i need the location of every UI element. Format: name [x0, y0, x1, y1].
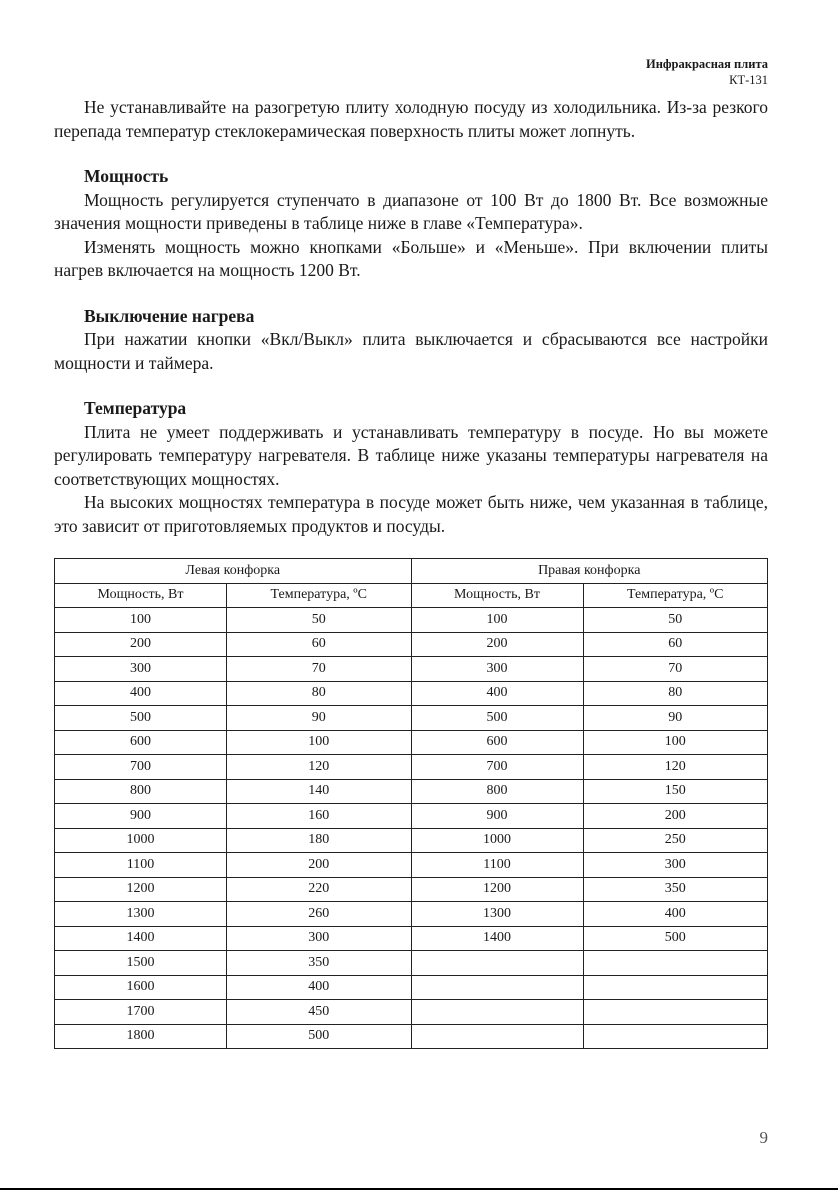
power-paragraph-2: Изменять мощность можно кнопками «Больше» и «Меньше». При включении плиты нагрев включается на мощность 1200 Вт. — [54, 236, 768, 280]
right-power-header: Мощность, Вт — [411, 583, 583, 608]
left-power-cell: 200 — [55, 632, 227, 657]
right-temp-cell: 80 — [583, 681, 768, 706]
right-temp-cell: 400 — [583, 902, 768, 927]
right-power-cell: 900 — [411, 804, 583, 829]
right-power-cell: 1000 — [411, 828, 583, 853]
right-power-cell — [411, 951, 583, 976]
right-temp-cell: 500 — [583, 926, 768, 951]
left-power-cell: 500 — [55, 706, 227, 731]
right-temp-cell: 100 — [583, 730, 768, 755]
shutdown-heading: Выключение нагрева — [84, 305, 255, 326]
right-power-cell: 500 — [411, 706, 583, 731]
right-power-cell: 700 — [411, 755, 583, 780]
left-power-cell: 1800 — [55, 1024, 227, 1049]
left-temp-cell: 400 — [227, 975, 412, 1000]
left-power-cell: 1400 — [55, 926, 227, 951]
left-temp-cell: 220 — [227, 877, 412, 902]
left-power-cell: 1000 — [55, 828, 227, 853]
left-temp-cell: 50 — [227, 608, 412, 633]
bottom-divider — [0, 1188, 838, 1190]
shutdown-paragraph: При нажатии кнопки «Вкл/Выкл» плита выключается и сбрасываются все настройки мощности и таймера. — [54, 329, 768, 373]
table-row — [55, 632, 768, 657]
table-body — [55, 608, 768, 1049]
right-temp-header: Температура, ºС — [583, 583, 768, 608]
right-power-cell: 800 — [411, 779, 583, 804]
table-row — [55, 608, 768, 633]
left-temp-cell: 120 — [227, 755, 412, 780]
table-row — [55, 951, 768, 976]
table-row — [55, 706, 768, 731]
temperature-paragraph-2: На высоких мощностях температура в посуде может быть ниже, чем указанная в таблице, это зависит от приготовляемых продуктов и посуды. — [54, 492, 768, 536]
temperature-paragraph-1: Плита не умеет поддерживать и устанавливать температуру в посуде. Но вы можете регулировать температуру нагревателя. В таблице ниже указаны температуры нагревателя на соответствующих мощностях. — [54, 421, 768, 489]
table-row — [55, 804, 768, 829]
right-temp-cell: 250 — [583, 828, 768, 853]
right-temp-cell — [583, 951, 768, 976]
table-column-header-row — [55, 583, 768, 608]
left-power-header: Мощность, Вт — [55, 583, 227, 608]
table-row — [55, 657, 768, 682]
left-temp-cell: 300 — [227, 926, 412, 951]
left-power-cell: 100 — [55, 608, 227, 633]
left-temp-cell: 100 — [227, 730, 412, 755]
left-temp-cell: 180 — [227, 828, 412, 853]
right-power-cell: 400 — [411, 681, 583, 706]
right-temp-cell: 70 — [583, 657, 768, 682]
left-temp-cell: 160 — [227, 804, 412, 829]
left-temp-cell: 500 — [227, 1024, 412, 1049]
right-temp-cell: 60 — [583, 632, 768, 657]
right-temp-cell: 120 — [583, 755, 768, 780]
table-row — [55, 1024, 768, 1049]
right-power-cell — [411, 975, 583, 1000]
right-power-cell: 1300 — [411, 902, 583, 927]
right-power-cell: 600 — [411, 730, 583, 755]
right-power-cell: 300 — [411, 657, 583, 682]
header-model: КТ-131 — [729, 73, 768, 87]
table-row — [55, 681, 768, 706]
left-power-cell: 1200 — [55, 877, 227, 902]
table-row — [55, 828, 768, 853]
left-temp-cell: 60 — [227, 632, 412, 657]
left-temp-cell: 450 — [227, 1000, 412, 1025]
left-power-cell: 1100 — [55, 853, 227, 878]
right-power-cell: 200 — [411, 632, 583, 657]
right-burner-header: Правая конфорка — [411, 559, 768, 584]
right-temp-cell: 90 — [583, 706, 768, 731]
page-number: 9 — [759, 1128, 768, 1147]
left-temp-cell: 90 — [227, 706, 412, 731]
right-temp-cell: 200 — [583, 804, 768, 829]
table-row — [55, 755, 768, 780]
left-temp-cell: 350 — [227, 951, 412, 976]
page-header — [646, 56, 768, 88]
left-temp-cell: 200 — [227, 853, 412, 878]
table-row — [55, 1000, 768, 1025]
table-row — [55, 975, 768, 1000]
power-paragraph-1: Мощность регулируется ступенчато в диапазоне от 100 Вт до 1800 Вт. Все возможные значения мощности приведены в таблице ниже в главе «Температура». — [54, 189, 768, 233]
table-row — [55, 926, 768, 951]
power-heading: Мощность — [84, 166, 169, 186]
left-power-cell: 1600 — [55, 975, 227, 1000]
left-power-cell: 600 — [55, 730, 227, 755]
left-power-cell: 1700 — [55, 1000, 227, 1025]
right-temp-cell: 150 — [583, 779, 768, 804]
table-row — [55, 902, 768, 927]
left-power-cell: 400 — [55, 681, 227, 706]
header-title: Инфракрасная плита — [645, 57, 768, 71]
right-temp-cell: 50 — [583, 608, 768, 633]
left-power-cell: 300 — [55, 657, 227, 682]
right-power-cell: 1400 — [411, 926, 583, 951]
intro-paragraph: Не устанавливайте на разогретую плиту холодную посуду из холодильника. Из-за резкого перепада температур стеклокерамическая поверхность плиты может лопнуть. — [54, 97, 768, 141]
left-power-cell: 800 — [55, 779, 227, 804]
left-power-cell: 700 — [55, 755, 227, 780]
table-row — [55, 730, 768, 755]
right-power-cell — [411, 1024, 583, 1049]
right-temp-cell: 350 — [583, 877, 768, 902]
document-body — [54, 96, 768, 538]
table-row — [55, 779, 768, 804]
right-temp-cell — [583, 1000, 768, 1025]
right-power-cell: 1100 — [411, 853, 583, 878]
right-temp-cell: 300 — [583, 853, 768, 878]
right-temp-cell — [583, 975, 768, 1000]
table-row — [55, 853, 768, 878]
right-power-cell — [411, 1000, 583, 1025]
left-temp-cell: 260 — [227, 902, 412, 927]
left-power-cell: 1500 — [55, 951, 227, 976]
temperature-table — [54, 558, 768, 1049]
left-temp-cell: 80 — [227, 681, 412, 706]
table-group-header-row — [55, 559, 768, 584]
temperature-heading: Температура — [84, 398, 187, 418]
right-temp-cell — [583, 1024, 768, 1049]
left-temp-cell: 70 — [227, 657, 412, 682]
table-row — [55, 877, 768, 902]
left-burner-header: Левая конфорка — [55, 559, 412, 584]
left-temp-header: Температура, ºС — [227, 583, 412, 608]
left-power-cell: 1300 — [55, 902, 227, 927]
right-power-cell: 1200 — [411, 877, 583, 902]
left-temp-cell: 140 — [227, 779, 412, 804]
right-power-cell: 100 — [411, 608, 583, 633]
left-power-cell: 900 — [55, 804, 227, 829]
